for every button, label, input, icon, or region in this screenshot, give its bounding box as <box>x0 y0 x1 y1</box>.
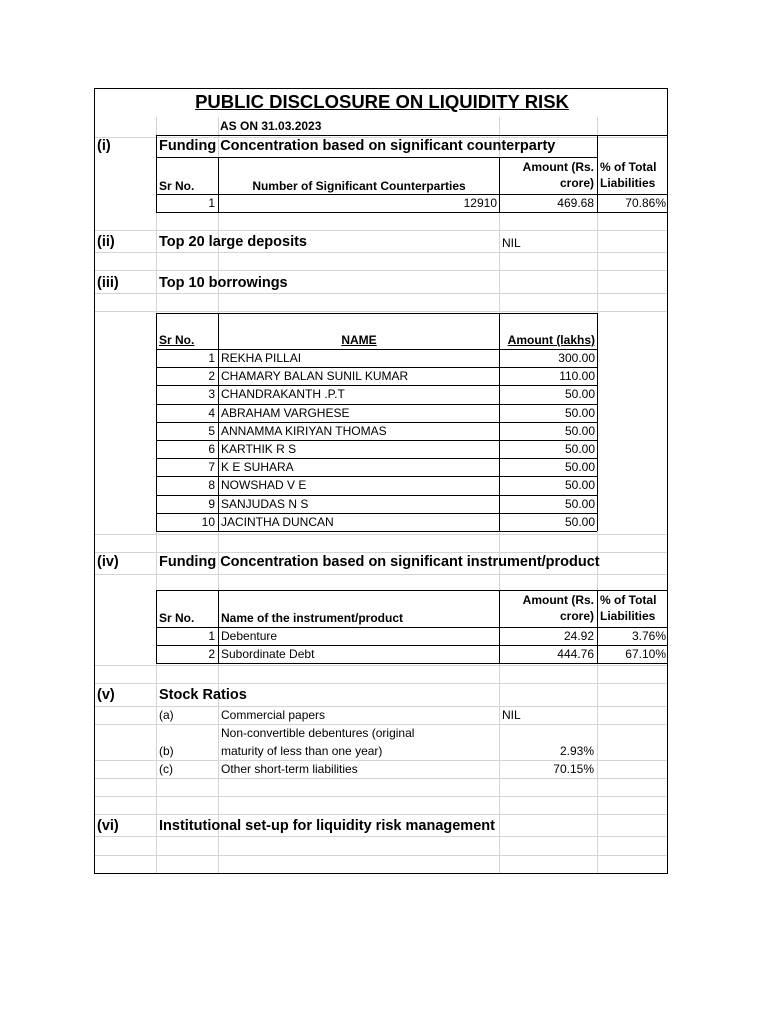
section-label: (v) <box>97 687 115 703</box>
table-border <box>156 313 597 314</box>
table-cell: 444.76 <box>557 647 594 661</box>
section-label: (iv) <box>97 554 119 570</box>
ratio-id: (c) <box>159 762 173 776</box>
column-header: Sr No. <box>159 179 195 193</box>
borrowing-amount: 50.00 <box>564 496 595 511</box>
column-header: NAME <box>341 333 377 347</box>
column-header: Amount (Rs. crore) <box>522 160 594 190</box>
borrowing-srno: 8 <box>208 478 215 493</box>
table-cell: 24.92 <box>563 629 594 643</box>
borrowing-srno: 1 <box>208 351 215 365</box>
borrowing-name: SANJUDAS N S <box>221 496 309 511</box>
borrowing-name: ANNAMMA KIRIYAN THOMAS <box>221 423 387 438</box>
borrowing-srno: 2 <box>208 369 215 384</box>
borrowing-amount: 50.00 <box>564 387 595 402</box>
section-label: (i) <box>97 138 111 154</box>
borrowing-amount: 110.00 <box>559 369 595 384</box>
borrowing-name: CHANDRAKANTH .P.T <box>221 387 345 402</box>
borrowing-amount: 50.00 <box>564 405 595 420</box>
borrowing-amount: 50.00 <box>564 460 595 475</box>
table-border <box>156 663 668 664</box>
borrowing-amount: 50.00 <box>564 514 595 529</box>
table-border <box>156 531 597 532</box>
disclosure-sheet <box>94 88 668 874</box>
section-heading: Institutional set-up for liquidity risk management <box>159 818 495 834</box>
borrowing-name: REKHA PILLAI <box>221 351 302 365</box>
borrowing-amount: 300.00 <box>558 351 595 365</box>
section-label: (vi) <box>97 818 119 834</box>
table-cell: Debenture <box>221 629 278 643</box>
ratio-name: Commercial papers <box>221 708 326 722</box>
table-border <box>218 590 219 663</box>
gridline <box>95 574 667 575</box>
borrowing-amount: 50.00 <box>564 423 595 438</box>
table-border <box>156 157 597 158</box>
table-cell: 2 <box>208 647 215 661</box>
gridline <box>95 252 667 253</box>
borrowing-srno: 10 <box>201 514 215 529</box>
borrowing-amount: 50.00 <box>564 442 595 456</box>
gridline <box>95 665 667 666</box>
page-title: PUBLIC DISCLOSURE ON LIQUIDITY RISK <box>195 91 569 112</box>
gridline <box>95 311 667 312</box>
table-cell: Subordinate Debt <box>221 647 315 661</box>
gridline <box>95 293 667 294</box>
gridline <box>95 814 667 815</box>
table-border <box>156 590 668 591</box>
section-heading: Top 20 large deposits <box>159 234 307 250</box>
borrowing-srno: 3 <box>208 387 215 402</box>
borrowing-name: KARTHIK R S <box>221 442 297 456</box>
ratio-id: (b) <box>159 744 174 758</box>
section-heading: Top 10 borrowings <box>159 275 288 291</box>
section-label: (iii) <box>97 275 119 291</box>
table-border <box>597 313 598 531</box>
table-cell: 12910 <box>463 196 497 210</box>
column-header: % of Total Liabilities <box>600 593 657 623</box>
borrowing-srno: 9 <box>208 496 215 511</box>
section-label: (ii) <box>97 234 115 250</box>
borrowing-srno: 4 <box>208 405 215 420</box>
column-header: % of Total Liabilities <box>600 160 657 190</box>
table-cell: 3.76% <box>631 629 666 643</box>
section-heading: Stock Ratios <box>159 687 247 703</box>
as-on-date: AS ON 31.03.2023 <box>220 119 322 133</box>
table-cell: 469.68 <box>557 196 594 210</box>
table-cell: 70.86% <box>625 196 666 210</box>
borrowing-name: NOWSHAD V E <box>221 478 307 493</box>
table-cell: 1 <box>208 196 215 210</box>
table-border <box>156 212 668 213</box>
ratio-value: 70.15% <box>553 762 594 776</box>
ratio-name: Other short-term liabilities <box>221 762 358 776</box>
gridline <box>95 778 667 779</box>
borrowing-srno: 7 <box>208 460 215 475</box>
deposits-value: NIL <box>502 236 521 250</box>
borrowing-amount: 50.00 <box>564 478 595 493</box>
column-header: Name of the instrument/product <box>221 611 404 625</box>
column-header: Sr No. <box>159 611 195 625</box>
ratio-name: maturity of less than one year) <box>221 744 383 758</box>
gridline <box>95 706 667 707</box>
borrowing-name: CHAMARY BALAN SUNIL KUMAR <box>221 369 409 384</box>
gridline <box>95 855 667 856</box>
borrowing-name: ABRAHAM VARGHESE <box>221 405 350 420</box>
gridline <box>95 270 667 271</box>
section-heading: Funding Concentration based on significant instrument/product <box>159 554 600 570</box>
borrowing-name: K E SUHARA <box>221 460 294 475</box>
gridline <box>95 534 667 535</box>
gridline <box>95 683 667 684</box>
column-header: Sr No. <box>159 333 195 347</box>
gridline <box>95 230 667 231</box>
column-header: Amount (Rs. crore) <box>522 593 594 623</box>
ratio-value: NIL <box>502 708 521 722</box>
table-cell: 1 <box>208 629 215 643</box>
section-heading: Funding Concentration based on significant counterparty <box>159 138 556 154</box>
gridline <box>95 796 667 797</box>
ratio-name: Non-convertible debentures (original <box>221 726 415 740</box>
ratio-value: 2.93% <box>559 744 594 758</box>
column-header: Amount (lakhs) <box>507 333 595 347</box>
borrowing-srno: 6 <box>208 442 215 456</box>
column-header: Number of Significant Counterparties <box>252 179 466 193</box>
borrowing-srno: 5 <box>208 423 215 438</box>
table-cell: 67.10% <box>625 647 666 661</box>
borrowing-name: JACINTHA DUNCAN <box>221 514 334 529</box>
ratio-id: (a) <box>159 708 174 722</box>
gridline <box>95 836 667 837</box>
